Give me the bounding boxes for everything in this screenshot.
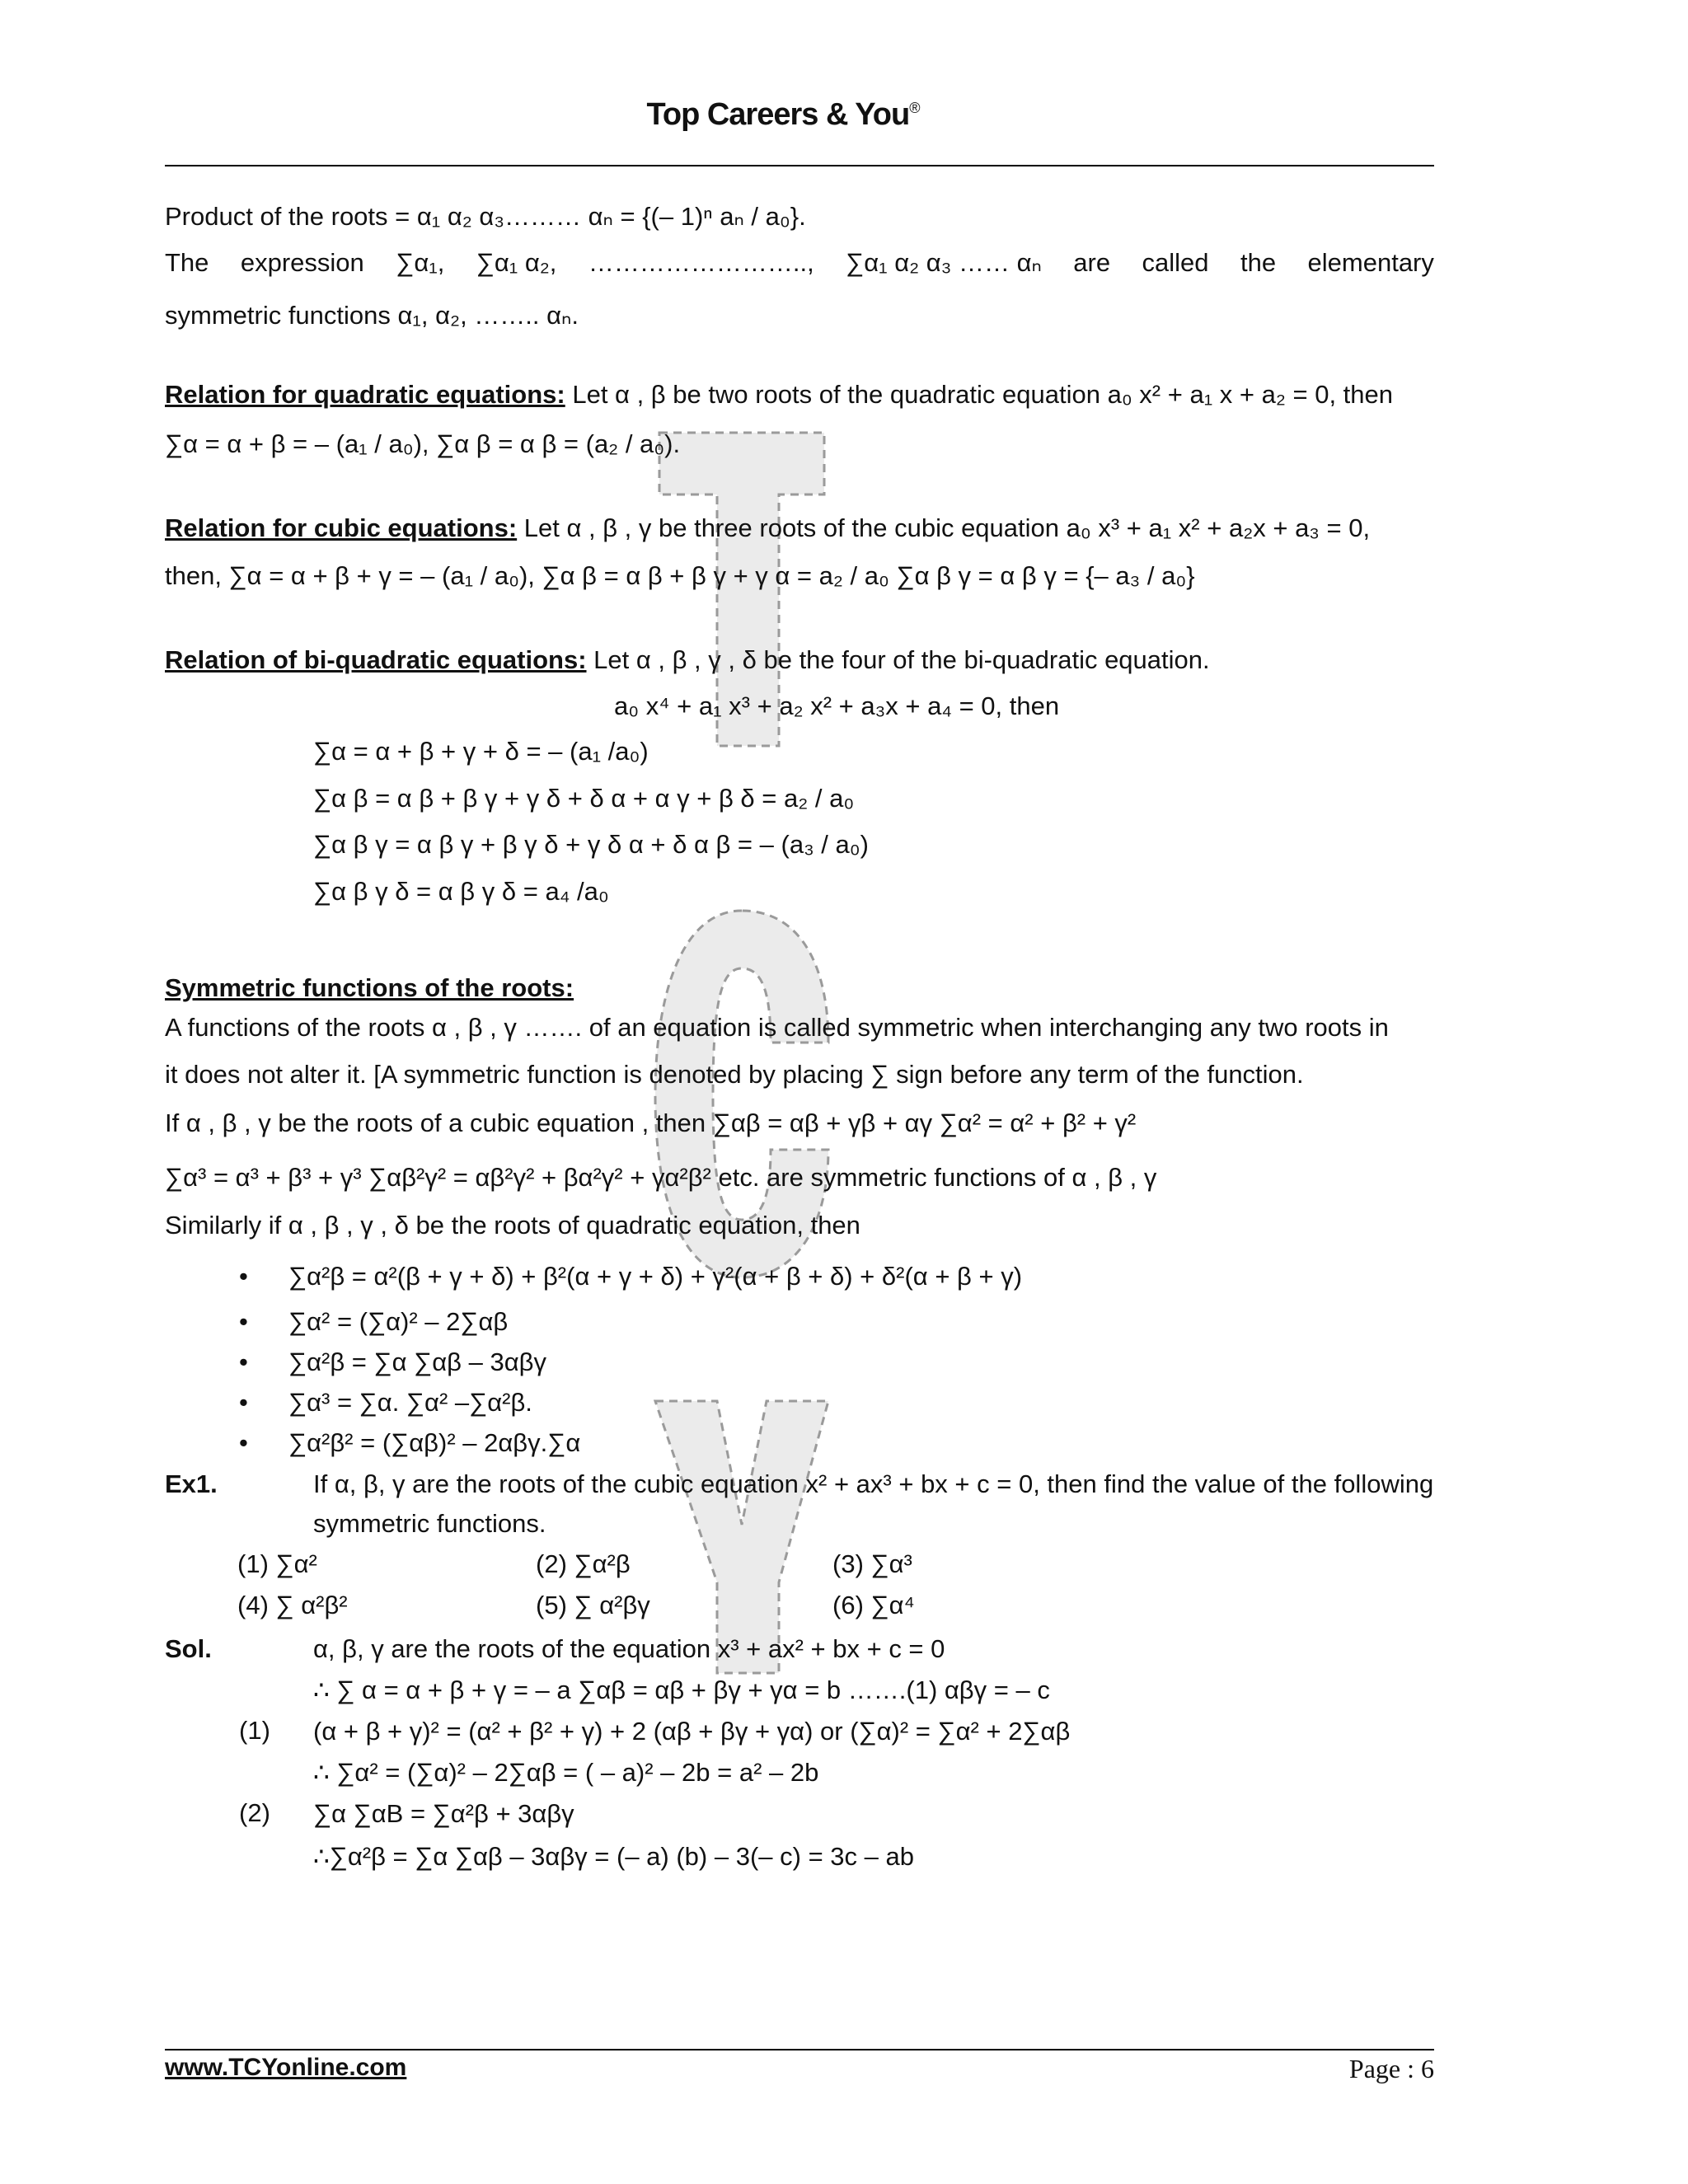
quadratic-sum-product: ∑α = α + β = – (a₁ / a₀), ∑α β = α β = (a₂ / a₀). (165, 429, 681, 458)
example-label: Ex1. (165, 1469, 218, 1498)
biquadratic-equation: a₀ x⁴ + a₁ x³ + a₂ x² + a₃x + a₄ = 0, then (614, 691, 1060, 720)
list-item: • ∑α²β² = (∑αβ)² – 2αβγ.∑α (239, 1428, 581, 1457)
header-title: Top Careers & You® (646, 97, 920, 132)
quartic-intro: Similarly if α , β , γ , δ be the roots of quadratic equation, then (165, 1211, 860, 1240)
quadratic-relation: Relation for quadratic equations: Let α , β be two roots of the quadratic equation a₀ x² + a₁ x + a₂ = 0, then (165, 380, 1394, 409)
biquadratic-sum-1: ∑α = α + β + γ + δ = – (a₁ /a₀) (313, 737, 649, 766)
option-1: (1) ∑α² (237, 1549, 317, 1578)
watermark-letter-y (655, 1401, 828, 1673)
symmetric-functions-line: symmetric functions α₁, α₂, …….. αₙ. (165, 301, 579, 330)
example-question-1: If α, β, γ are the roots of the cubic equation x² + ax³ + bx + c = 0, then find the value of the following (313, 1469, 1434, 1498)
section-heading-symmetric: Symmetric functions of the roots: (165, 973, 574, 1002)
solution-line-4: ∴ ∑α² = (∑α)² – 2∑αβ = ( – a)² – 2b = a² – 2b (313, 1758, 819, 1787)
biquadratic-sum-3: ∑α β γ = α β γ + β γ δ + γ δ α + δ α β = – (a₃ / a₀) (313, 830, 869, 859)
list-item: • ∑α²β = ∑α ∑αβ – 3αβγ (239, 1347, 546, 1376)
solution-line-5: ∑α ∑αB = ∑α²β + 3αβγ (313, 1799, 574, 1828)
symmetric-definition-1: A functions of the roots α , β , γ ……. of an equation is called symmetric when interchanging any two roots in (165, 1013, 1389, 1042)
solution-line-1: α, β, γ are the roots of the equation x³ + ax² + bx + c = 0 (313, 1634, 945, 1663)
solution-step-2-label: (2) (239, 1798, 270, 1827)
option-6: (6) ∑α⁴ (832, 1591, 915, 1619)
section-heading-biquadratic: Relation of bi-quadratic equations: (165, 645, 587, 674)
solution-line-2: ∴ ∑ α = α + β + γ = – a ∑αβ = αβ + βγ + γα = b …….(1) αβγ = – c (313, 1675, 1050, 1704)
cubic-sums: then, ∑α = α + β + γ = – (a₁ / a₀), ∑α β = α β + β γ + γ α = a₂ / a₀ ∑α β γ = α β γ = {– a₃ / a₀} (165, 561, 1195, 590)
option-4: (4) ∑ α²β² (237, 1591, 348, 1619)
cubic-relation: Relation for cubic equations: Let α , β , γ be three roots of the cubic equation a₀ x³ + a₁ x² + a₂x + a₃ = 0, (165, 513, 1371, 542)
solution-label: Sol. (165, 1634, 212, 1663)
footer-divider (165, 2049, 1434, 2050)
symmetric-definition-2: it does not alter it. [A symmetric function is denoted by placing ∑ sign before any term of the function. (165, 1060, 1304, 1089)
header-divider (165, 165, 1434, 166)
option-3: (3) ∑α³ (832, 1549, 912, 1578)
list-item: • ∑α² = (∑α)² – 2∑αβ (239, 1307, 509, 1336)
cubic-symmetric-examples-2: ∑α³ = α³ + β³ + γ³ ∑αβ²γ² = αβ²γ² + βα²γ² + γα²β² etc. are symmetric functions of α , β , γ (165, 1163, 1157, 1192)
cubic-symmetric-examples: If α , β , γ be the roots of a cubic equation , then ∑αβ = αβ + γβ + αγ ∑α² = α² + β² + γ² (165, 1108, 1137, 1137)
list-item: • ∑α³ = ∑α. ∑α² –∑α²β. (239, 1388, 532, 1417)
biquadratic-sum-2: ∑α β = α β + β γ + γ δ + δ α + α γ + β δ = a₂ / a₀ (313, 784, 855, 813)
footer-link[interactable]: www.TCYonline.com (165, 2054, 407, 2081)
biquadratic-sum-4: ∑α β γ δ = α β γ δ = a₄ /a₀ (313, 877, 609, 906)
option-5: (5) ∑ α²βγ (536, 1591, 650, 1619)
product-of-roots-line: Product of the roots = α₁ α₂ α₃……… αₙ = {(– 1)ⁿ aₙ / a₀}. (165, 202, 806, 231)
biquadratic-relation: Relation of bi-quadratic equations: Let α , β , γ , δ be the four of the bi-quadratic equation. (165, 645, 1210, 674)
elementary-expression-line: The expression ∑α₁, ∑α₁ α₂, …………………….., ∑α₁ α₂ α₃ …… αₙ are called the elementary (165, 248, 1434, 277)
option-2: (2) ∑α²β (536, 1549, 631, 1578)
solution-line-3: (α + β + γ)² = (α² + β² + γ) + 2 (αβ + βγ + γα) or (∑α)² = ∑α² + 2∑αβ (313, 1717, 1071, 1746)
section-heading-quadratic: Relation for quadratic equations: (165, 380, 565, 409)
section-heading-cubic: Relation for cubic equations: (165, 513, 518, 542)
solution-step-1-label: (1) (239, 1716, 270, 1745)
list-item: • ∑α²β = α²(β + γ + δ) + β²(α + γ + δ) + γ²(α + β + δ) + δ²(α + β + γ) (239, 1262, 1023, 1291)
solution-line-6: ∴∑α²β = ∑α ∑αβ – 3αβγ = (– a) (b) – 3(– c) = 3c – ab (313, 1842, 914, 1871)
example-question-2: symmetric functions. (313, 1509, 546, 1538)
page-number: Page : 6 (1348, 2054, 1434, 2083)
